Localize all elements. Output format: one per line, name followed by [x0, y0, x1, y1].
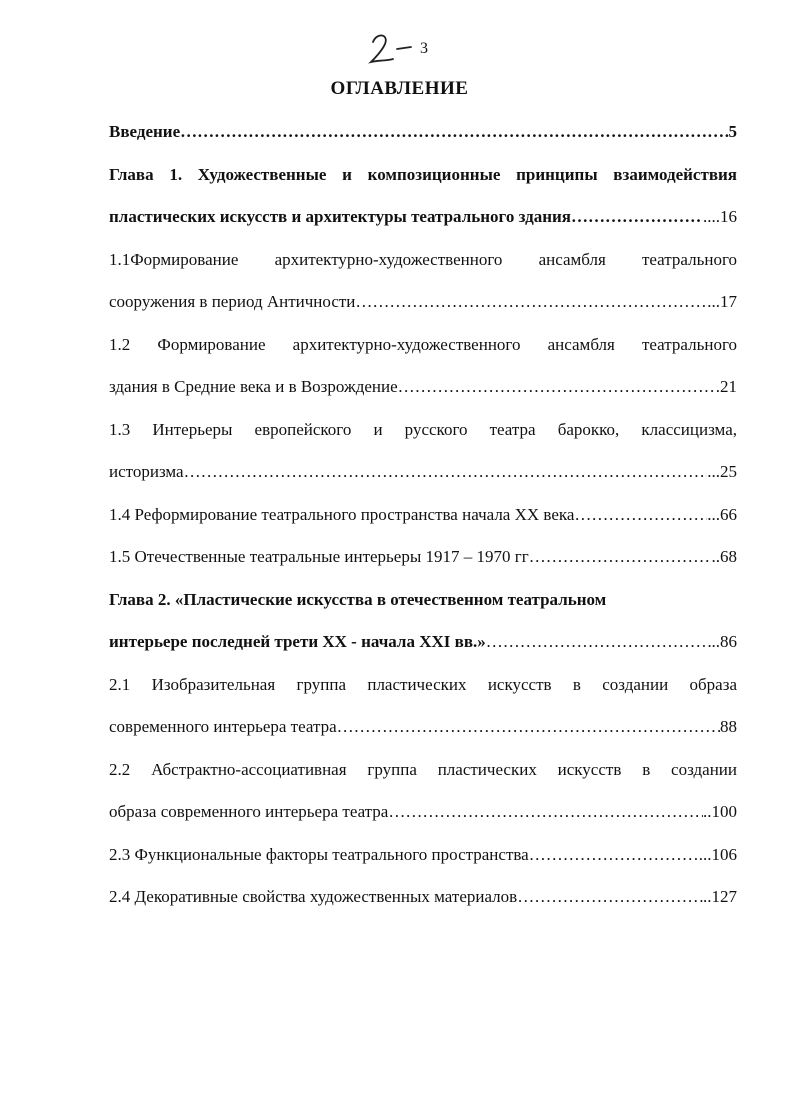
toc-leader-dots	[529, 834, 699, 877]
toc-page-number: ..100	[703, 802, 737, 821]
toc-leader-dots	[529, 536, 712, 579]
toc-entry-chapter-2: Глава 2. «Пластические искусства в отечественном театральном	[109, 589, 607, 609]
toc-entry-1-2: 1.2 Формирование архитектурно-художественного ансамбля театрального	[109, 334, 737, 354]
handwritten-signature-icon	[367, 28, 427, 68]
toc-leader-dots	[398, 366, 716, 409]
toc-entry-chapter-1: Глава 1. Художественные и композиционные принципы взаимодействия	[109, 164, 737, 184]
toc-entry-text: образа современного интерьера театра	[109, 802, 389, 821]
toc-entry-chapter-1-cont	[109, 196, 737, 239]
toc-entry-2-4	[109, 876, 737, 919]
toc-entry-text: пластических искусств и архитектуры театрального здания	[109, 207, 571, 226]
toc-page-number: 5	[728, 122, 737, 141]
toc-leader-dots	[574, 494, 707, 537]
toc-entry-text: 2.3 Функциональные факторы театрального пространства	[109, 844, 529, 864]
toc-leader-dots	[517, 876, 703, 919]
toc-leader-dots	[337, 706, 720, 749]
toc-entry-2-2: 2.2 Абстрактно-ассоциативная группа пластических искусств в создании	[109, 759, 737, 779]
handwritten-mark	[367, 28, 427, 68]
table-of-contents	[109, 111, 737, 919]
toc-leader-dots	[180, 111, 728, 154]
toc-page-number: ....16	[703, 207, 737, 226]
toc-entry-text: интерьере последней трети XX - начала XXI вв.»	[109, 632, 486, 651]
toc-entry-text: 1.5 Отечественные театральные интерьеры 1917 – 1970 гг	[109, 547, 529, 566]
toc-entry-text: Введение	[109, 122, 181, 141]
toc-entry-text: историзма	[109, 462, 184, 481]
page-title: ОГЛАВЛЕНИЕ	[330, 78, 469, 99]
toc-entry-text: здания в Средние века и в Возрождение	[109, 377, 398, 396]
toc-page-number: ...106	[698, 844, 737, 864]
toc-page-number: ..86	[711, 632, 737, 651]
toc-entry-1-4	[109, 494, 737, 537]
toc-leader-dots	[571, 196, 703, 239]
toc-entry-intro	[109, 111, 737, 154]
toc-leader-dots	[388, 791, 703, 834]
toc-page-number: ...25	[707, 462, 737, 481]
toc-entry-1-3-cont	[109, 451, 737, 494]
toc-entry-2-1: 2.1 Изобразительная группа пластических искусств в создании образа	[109, 674, 737, 694]
toc-entry-text: 2.4 Декоративные свойства художественных материалов	[109, 887, 518, 906]
toc-leader-dots	[355, 281, 707, 324]
toc-entry-1-2-cont	[109, 366, 737, 409]
toc-entry-2-2-cont	[109, 791, 737, 834]
toc-entry-2-1-cont	[109, 706, 737, 749]
toc-page-number: ...66	[707, 504, 737, 524]
toc-page-number: .21	[715, 377, 737, 396]
toc-entry-1-3: 1.3 Интерьеры европейского и русского театра барокко, классицизма,	[109, 419, 737, 439]
toc-entry-2-3	[109, 834, 737, 877]
toc-entry-1-1: 1.1Формирование архитектурно-художественного ансамбля театрального	[109, 249, 737, 269]
toc-leader-dots	[486, 621, 712, 664]
toc-page-number: ..127	[703, 887, 737, 906]
page-number: 3	[420, 40, 428, 57]
toc-entry-text: 1.4 Реформирование театрального пространства начала XX века	[109, 504, 575, 524]
toc-entry-1-5	[109, 536, 737, 579]
toc-entry-text: современного интерьера театра	[109, 717, 337, 736]
toc-leader-dots	[184, 451, 708, 494]
toc-page-number: ..68	[711, 547, 737, 566]
toc-page-number: ...17	[707, 292, 737, 311]
toc-entry-chapter-2-cont	[109, 621, 737, 664]
toc-entry-text: сооружения в период Античности	[109, 292, 356, 311]
toc-page-number: 88	[720, 717, 737, 736]
toc-entry-1-1-cont	[109, 281, 737, 324]
